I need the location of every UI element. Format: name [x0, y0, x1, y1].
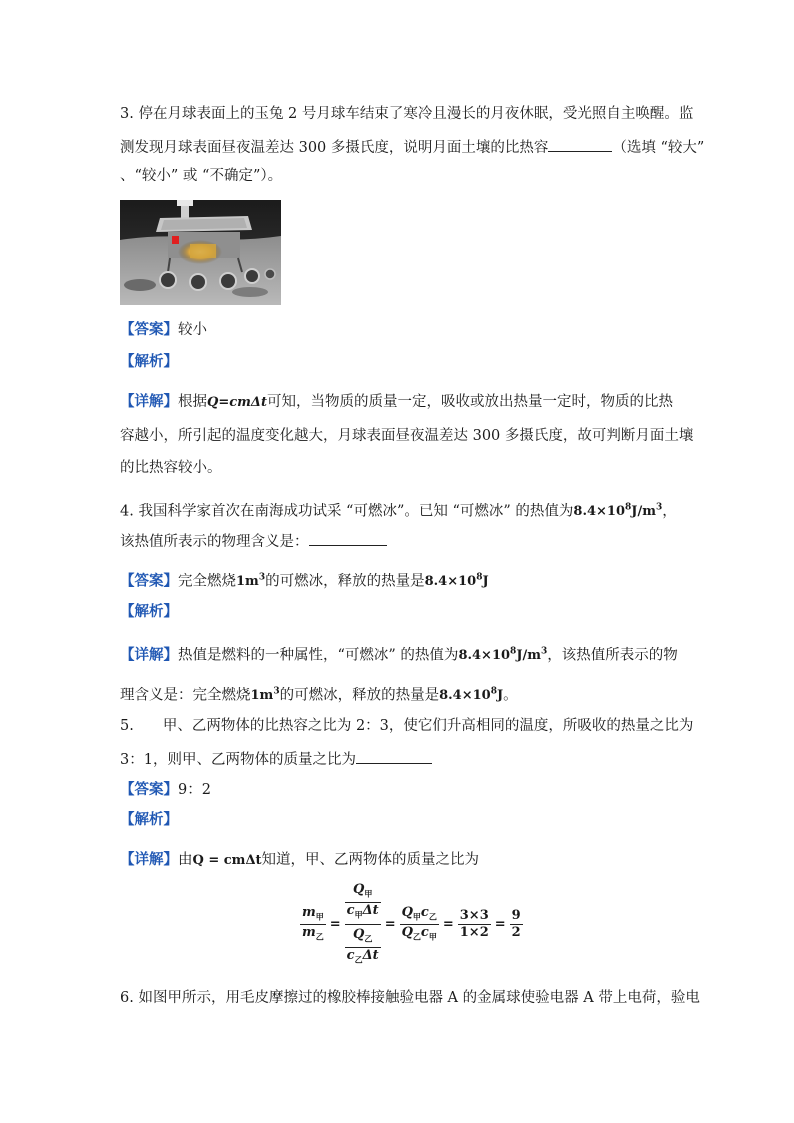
complex-fraction: $\frac{\frac{Q_甲}{c_甲\Delta t}}{\frac{Q_乙}{c_乙\Delta t}}$	[346, 882, 379, 965]
q4-detail-line2: 理含义是：完全燃烧$1m^3$的可燃冰，释放的热量是$8.4\times 10^8J$。	[120, 687, 518, 704]
q5-detail-line1: 【详解】由Q = cmΔt知道，甲、乙两物体的质量之比为	[120, 851, 480, 868]
q5-answer: 【答案】9：2	[120, 781, 211, 798]
q3-answer-blank[interactable]	[548, 136, 612, 152]
formula-q-cm-dt-2: Q = cmΔt	[192, 853, 262, 868]
q5-answer-blank[interactable]	[356, 748, 432, 764]
q4-answer: 【答案】完全燃烧$1m^3$的可燃冰，释放的热量是$8.4\times 10^8J$	[120, 572, 489, 590]
lunar-rover-image	[120, 200, 281, 305]
result-fraction: $\frac{9}{2}$	[511, 908, 521, 941]
mass-ratio-equation: $\frac{m_甲}{m_乙}$ = $\frac{\frac{Q_甲}{c_甲\Delta t}}{\frac{Q_乙}{c_乙\Delta t}}$ = $\frac{Q_甲c_乙}{Q_乙c_甲}$ = $\frac{3\times 3}{1\times 2}$ = $\frac{9}{2}$	[300, 882, 523, 967]
product-fraction: $\frac{Q_甲c_乙}{Q_乙c_甲}$	[401, 904, 437, 942]
q4-detail-line1: 【详解】热值是燃料的一种属性，“可燃冰” 的热值为$8.4\times 10^8J/m^3$，该热值所表示的物	[120, 646, 678, 664]
q3-analysis: 【解析】	[120, 353, 178, 370]
q4-analysis: 【解析】	[120, 603, 178, 620]
ratio-m: $\frac{m_甲}{m_乙}$	[302, 904, 324, 942]
numeric-fraction: $\frac{3\times 3}{1\times 2}$	[459, 908, 489, 941]
q3-detail-line2: 容越小，所引起的温度变化越大，月球表面昼夜温差达 300 多摄氏度，故可判断月面土壤	[120, 428, 694, 444]
q5-line1: 5. 甲、乙两物体的比热容之比为 2：3，使它们升高相同的温度，所吸收的热量之比为	[120, 718, 694, 734]
q3-detail-line3: 的比热容较小。	[120, 460, 222, 476]
q5-analysis: 【解析】	[120, 811, 178, 828]
q3-line2: 测发现月球表面昼夜温差达 300 多摄氏度，说明月面土壤的比热容 （选填 “较大”	[120, 136, 704, 158]
q4-line1: 4. 我国科学家首次在南海成功试采 “可燃冰”。已知 “可燃冰” 的热值为$8.4\times 10^8J/m^3$，	[120, 503, 677, 520]
q5-line2: 3：1，则甲、乙两物体的质量之比为	[120, 748, 432, 770]
q4-answer-blank[interactable]	[309, 530, 387, 546]
q3-line3: 、“较小” 或 “不确定”）。	[120, 168, 283, 184]
q4-line2: 该热值所表示的物理含义是：	[120, 530, 387, 552]
q6-line1: 6. 如图甲所示，用毛皮摩擦过的橡胶棒接触验电器 A 的金属球使验电器 A 带上电荷，验电	[120, 990, 700, 1006]
q3-line1: 3. 停在月球表面上的玉兔 2 号月球车结束了寒冷且漫长的月夜休眠，受光照自主唤醒。监	[120, 106, 694, 122]
q3-answer: 【答案】较小	[120, 321, 207, 338]
q3-detail-line1: 【详解】根据Q=cmΔt可知，当物质的质量一定，吸收或放出热量一定时，物质的比热	[120, 393, 673, 410]
formula-q-cm-dt: Q=cmΔt	[207, 395, 267, 410]
